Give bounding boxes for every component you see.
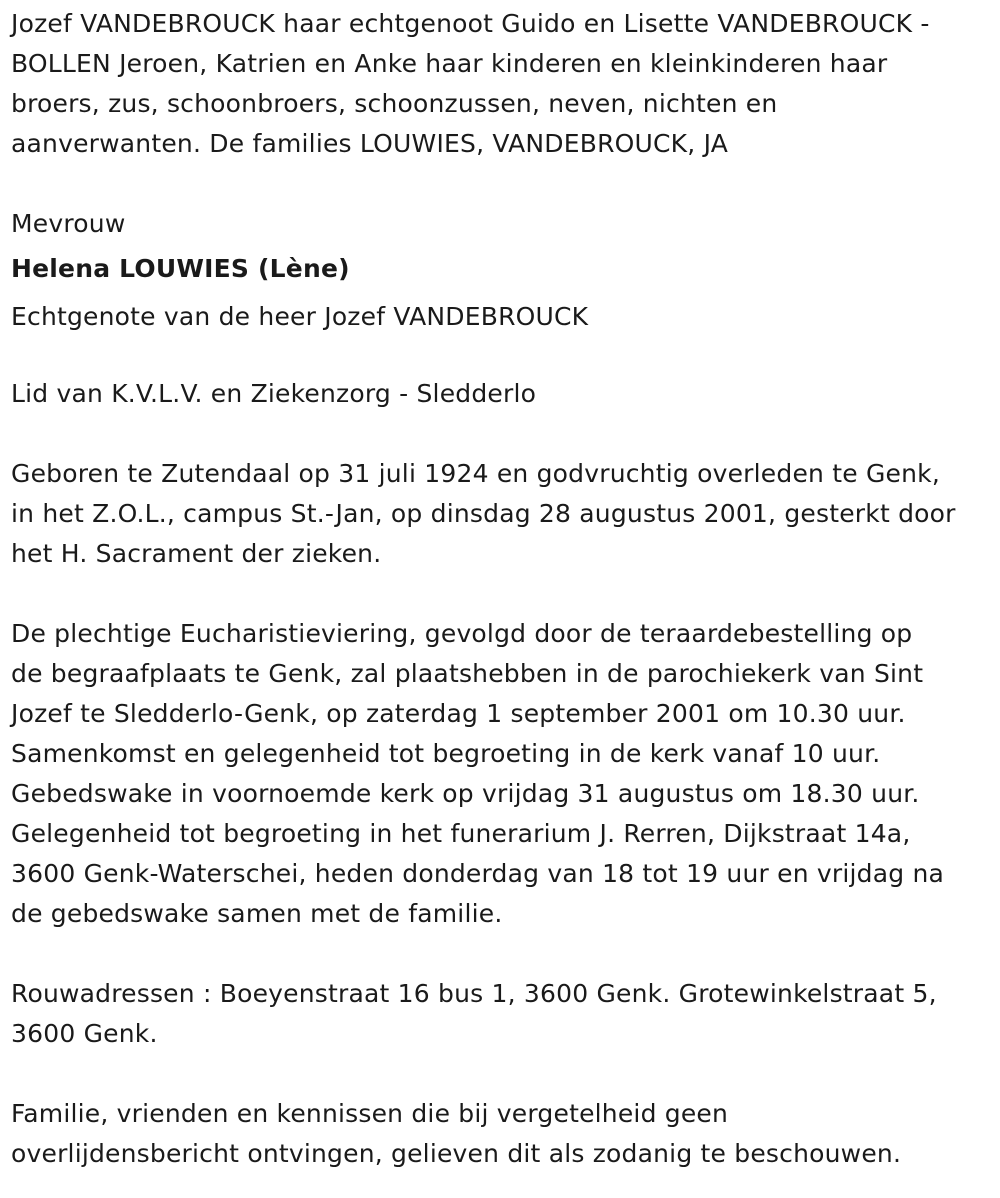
ceremony-line: De plechtige Eucharistieviering, gevolgd door de teraardebestelling op [11, 619, 913, 648]
ceremony-line: 3600 Genk-Waterschei, heden donderdag van 18 tot 19 uur en vrijdag na [11, 859, 945, 888]
closing-line: Familie, vrienden en kennissen die bij vergetelheid geen [11, 1099, 729, 1128]
obituary-document [11, 4, 996, 1174]
closing-line: overlijdensbericht ontvingen, gelieven dit als zodanig te beschouwen. [11, 1139, 902, 1168]
birth-death-line: in het Z.O.L., campus St.-Jan, op dinsdag 28 augustus 2001, gesterkt door [11, 499, 956, 528]
ceremony-line: Gebedswake in voornoemde kerk op vrijdag 31 augustus om 18.30 uur. [11, 779, 920, 808]
intro-line: aanverwanten. De families LOUWIES, VANDEBROUCK, JA [11, 129, 729, 158]
intro-paragraph [11, 4, 996, 164]
address-paragraph [11, 974, 996, 1054]
birth-death-line: het H. Sacrament der zieken. [11, 539, 382, 568]
address-line: 3600 Genk. [11, 1019, 158, 1048]
intro-line: BOLLEN Jeroen, Katrien en Anke haar kinderen en kleinkinderen haar [11, 49, 888, 78]
closing-paragraph [11, 1094, 996, 1174]
salutation: Mevrouw [11, 209, 126, 238]
intro-line: broers, zus, schoonbroers, schoonzussen, neven, nichten en [11, 89, 778, 118]
ceremony-line: Samenkomst en gelegenheid tot begroeting in de kerk vanaf 10 uur. [11, 739, 881, 768]
spouse-line: Echtgenote van de heer Jozef VANDEBROUCK [11, 302, 589, 331]
deceased-name: Helena LOUWIES (Lène) [11, 254, 350, 283]
intro-line: Jozef VANDEBROUCK haar echtgenoot Guido en Lisette VANDEBROUCK - [11, 9, 930, 38]
membership-line: Lid van K.V.L.V. en Ziekenzorg - Sledderlo [11, 379, 537, 408]
birth-death-paragraph [11, 454, 996, 574]
birth-death-line: Geboren te Zutendaal op 31 juli 1924 en godvruchtig overleden te Genk, [11, 459, 940, 488]
ceremony-line: de gebedswake samen met de familie. [11, 899, 503, 928]
ceremony-line: Jozef te Sledderlo-Genk, op zaterdag 1 september 2001 om 10.30 uur. [11, 699, 906, 728]
ceremony-paragraph [11, 614, 996, 934]
address-line: Rouwadressen : Boeyenstraat 16 bus 1, 3600 Genk. Grotewinkelstraat 5, [11, 979, 937, 1008]
ceremony-line: de begraafplaats te Genk, zal plaatshebben in de parochiekerk van Sint [11, 659, 924, 688]
ceremony-line: Gelegenheid tot begroeting in het funerarium J. Rerren, Dijkstraat 14a, [11, 819, 911, 848]
